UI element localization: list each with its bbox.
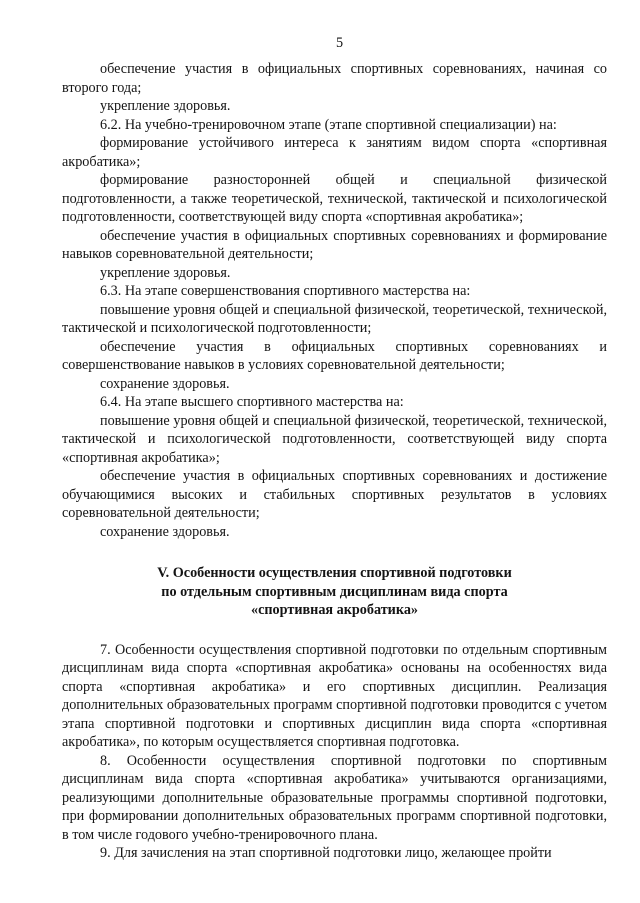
paragraph: обеспечение участия в официальных спортивных соревнованиях и достижение обучающимися высоких и стабильных спортивных результатов в условиях соревновательной деятельности; <box>62 468 607 521</box>
paragraph: повышение уровня общей и специальной физической, теоретической, технической, тактической и психологической подготовленности, соответствующей виду спорта «спортивная акробатика»; <box>62 412 607 466</box>
paragraph: 6.2. На учебно-тренировочном этапе (этапе спортивной специализации) на: <box>100 116 557 133</box>
paragraph: обеспечение участия в официальных спортивных соревнованиях, начиная со второго года; <box>62 61 607 96</box>
page-number: 5 <box>335 35 344 51</box>
section-heading-line: «спортивная акробатика» <box>250 602 419 618</box>
paragraph: 6.3. На этапе совершенствования спортивного мастерства на: <box>100 283 471 299</box>
paragraph: 9. Для зачисления на этап спортивной подготовки лицо, желающее пройти <box>100 845 552 861</box>
section-heading-line: V. Особенности осуществления спортивной подготовки <box>157 565 512 581</box>
section-heading <box>62 564 607 620</box>
bottom-paragraphs <box>62 641 607 863</box>
paragraph: 7. Особенности осуществления спортивной подготовки по отдельным спортивным дисциплинам вида спорта «спортивная акробатика» основаны на особенностях вида спорта «спортивная акробатика» и его спортивных дисциплин. Реализация дополнительных образовательных программ спортивной подготовки проводится с учетом этапа спортивной подготовки и спортивных дисциплин вида спорта «спортивная акробатика», по которым осуществляется спортивная подготовка. <box>62 641 607 750</box>
paragraph: укрепление здоровья. <box>100 264 231 281</box>
paragraph: 6.4. На этапе высшего спортивного мастерства на: <box>100 394 404 410</box>
top-paragraphs <box>62 60 607 541</box>
paragraph: формирование разносторонней общей и специальной физической подготовленности, а также теоретической, технической, тактической и психологической подготовленности, соответствующей виду спорта «спортивная акробатика»; <box>62 172 607 225</box>
paragraph: формирование устойчивого интереса к занятиям видом спорта «спортивная акробатика»; <box>62 135 607 170</box>
paragraph: укрепление здоровья. <box>100 98 231 114</box>
section-heading-line: по отдельным спортивным дисциплинам вида спорта <box>161 583 508 600</box>
paragraph: обеспечение участия в официальных спортивных соревнованиях и совершенствование навыков в условиях соревновательной деятельности; <box>62 338 607 373</box>
paragraph: сохранение здоровья. <box>100 523 230 540</box>
paragraph: обеспечение участия в официальных спортивных соревнованиях и формирование навыков соревновательной деятельности; <box>62 227 607 262</box>
paragraph: сохранение здоровья. <box>100 375 230 392</box>
paragraph: 8. Особенности осуществления спортивной подготовки по спортивным дисциплинам вида спорта «спортивная акробатика» учитываются организациями, реализующими дополнительные образовательные программы спортивной подготовки, при формировании дополнительных образовательных программ спортивной подготовки, в том числе годового учебно-тренировочного плана. <box>62 752 607 843</box>
paragraph: повышение уровня общей и специальной физической, теоретической, технической, тактической и психологической подготовленности; <box>62 301 607 336</box>
